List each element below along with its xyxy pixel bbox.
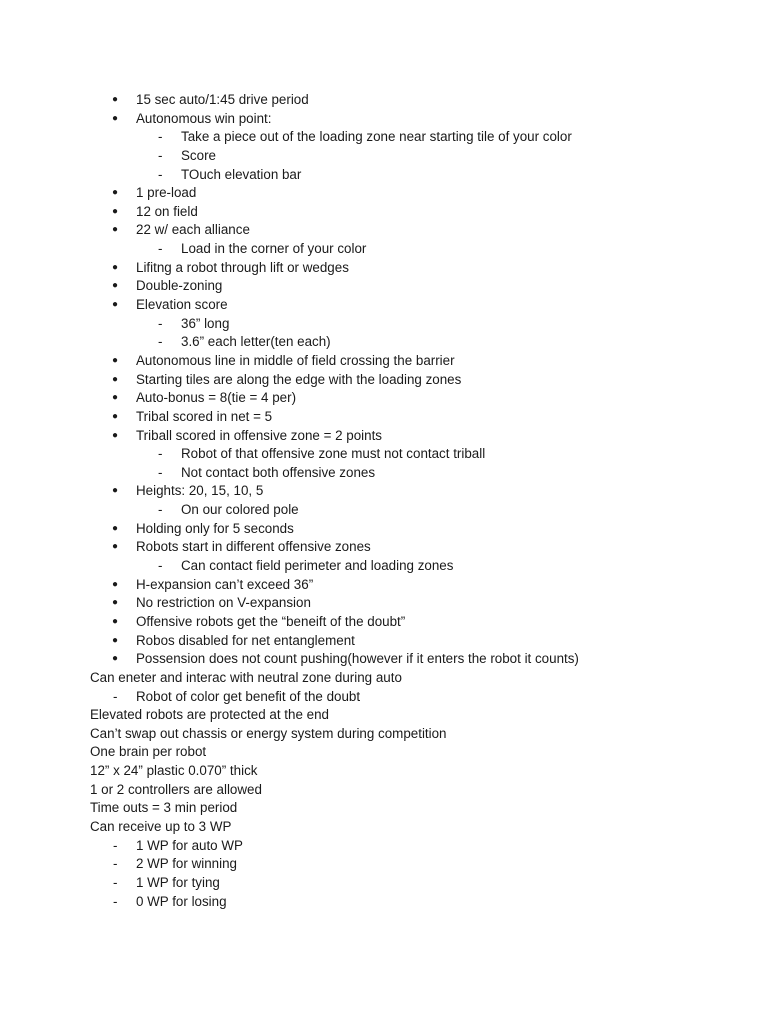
dash-marker: - [113,856,118,872]
line-text: Not contact both offensive zones [181,464,376,480]
list-item [0,277,768,296]
bullet-marker: ● [112,261,119,273]
bullet-marker: ● [112,373,119,385]
paragraph-line [0,781,768,800]
list-item [0,632,768,651]
dash-marker: - [158,502,163,518]
bullet-marker: ● [112,392,119,404]
line-text: Robots start in different offensive zones [136,539,371,555]
line-text: Holding only for 5 seconds [136,520,294,536]
line-text: Take a piece out of the loading zone near starting tile of your color [181,129,572,145]
line-text: Elevation score [136,297,228,313]
line-text: Can eneter and interac with neutral zone during auto [90,669,402,685]
bullet-marker: ● [112,429,119,441]
line-text: Tribal scored in net = 5 [136,408,273,424]
paragraph-line [0,706,768,725]
line-text: No restriction on V-expansion [136,595,311,611]
list-item [0,557,768,576]
list-item [0,464,768,483]
list-item [0,203,768,222]
paragraph-line [0,799,768,818]
line-text: 3.6” each letter(ten each) [181,334,331,350]
line-text: Offensive robots get the “beneift of the doubt” [136,613,406,629]
list-item [0,893,768,912]
paragraph-line [0,762,768,781]
bullet-marker: ● [112,94,119,105]
bullet-marker: ● [112,205,119,217]
list-item [0,501,768,520]
bullet-marker: ● [112,597,119,609]
list-item [0,650,768,669]
list-item [0,520,768,539]
bullet-marker: ● [112,522,119,534]
bullet-marker: ● [112,578,119,590]
list-item [0,166,768,185]
list-item [0,147,768,166]
line-text: Time outs = 3 min period [90,800,238,816]
dash-marker: - [158,241,163,257]
bullet-marker: ● [112,410,119,422]
dash-marker: - [158,558,163,574]
line-text: Robot of that offensive zone must not contact triball [181,446,486,462]
line-text: 12” x 24” plastic 0.070” thick [90,763,258,779]
list-item [0,613,768,632]
bullet-marker: ● [112,485,119,497]
line-text: On our colored pole [181,502,299,518]
list-item [0,576,768,595]
bullet-marker: ● [112,354,119,366]
list-item [0,688,768,707]
paragraph-line [0,725,768,744]
list-item [0,482,768,501]
document-body [0,91,768,911]
bullet-marker: ● [112,224,119,236]
list-item [0,333,768,352]
list-item [0,296,768,315]
line-text: Possension does not count pushing(however if it enters the robot it counts) [136,651,579,667]
line-text: Can’t swap out chassis or energy system during competition [90,725,447,741]
line-text: Load in the corner of your color [181,241,367,257]
line-text: 0 WP for losing [136,893,227,909]
bullet-marker: ● [112,541,119,553]
dash-marker: - [158,166,163,182]
line-text: Triball scored in offensive zone = 2 points [136,427,383,443]
line-text: Double-zoning [136,278,223,294]
paragraph-line [0,743,768,762]
line-text: Can receive up to 3 WP [90,818,232,834]
line-text: 1 or 2 controllers are allowed [90,781,262,797]
bullet-marker: ● [112,615,119,627]
line-text: 1 WP for auto WP [136,837,243,853]
list-item [0,184,768,203]
list-item [0,259,768,278]
list-item [0,408,768,427]
list-item [0,352,768,371]
line-text: Lifitng a robot through lift or wedges [136,259,349,275]
line-text: 1 pre-load [136,185,197,201]
bullet-marker: ● [112,187,119,199]
bullet-marker: ● [112,280,119,292]
bullet-marker: ● [112,112,119,124]
line-text: Starting tiles are along the edge with the loading zones [136,371,462,387]
line-text: 36” long [181,315,230,331]
line-text: 1 WP for tying [136,874,220,890]
line-text: Can contact field perimeter and loading zones [181,558,454,574]
dash-marker: - [158,147,163,163]
paragraph-line [0,669,768,688]
list-item [0,128,768,147]
list-item [0,389,768,408]
line-text: Heights: 20, 15, 10, 5 [136,483,264,499]
list-item [0,110,768,129]
dash-marker: - [113,837,118,853]
dash-marker: - [113,688,118,704]
list-item [0,538,768,557]
dash-marker: - [158,334,163,350]
list-item [0,240,768,259]
dash-marker: - [113,893,118,909]
list-item [0,427,768,446]
line-text: Robos disabled for net entanglement [136,632,355,648]
paragraph-line [0,818,768,837]
line-text: Robot of color get benefit of the doubt [136,688,361,704]
line-text: TOuch elevation bar [181,166,302,182]
dash-marker: - [158,129,163,145]
list-item [0,837,768,856]
bullet-marker: ● [112,634,119,646]
line-text: One brain per robot [90,744,207,760]
bullet-marker: ● [112,653,119,665]
dash-marker: - [158,464,163,480]
dash-marker: - [158,315,163,331]
list-item [0,874,768,893]
list-item [0,445,768,464]
line-text: Elevated robots are protected at the end [90,707,329,723]
list-item [0,315,768,334]
list-item [0,594,768,613]
line-text: 22 w/ each alliance [136,222,250,238]
list-item [0,855,768,874]
line-text: Score [181,147,216,163]
dash-marker: - [113,874,118,890]
line-text: Autonomous line in middle of field crossing the barrier [136,352,455,368]
list-item [0,221,768,240]
bullet-marker: ● [112,299,119,311]
line-text: 15 sec auto/1:45 drive period [136,92,309,107]
list-item [0,371,768,390]
line-text: 2 WP for winning [136,856,237,872]
line-text: Autonomous win point: [136,110,272,126]
line-text: 12 on field [136,203,198,219]
list-item [0,91,768,110]
line-text: H-expansion can’t exceed 36” [136,576,314,592]
dash-marker: - [158,446,163,462]
line-text: Auto-bonus = 8(tie = 4 per) [136,390,297,406]
